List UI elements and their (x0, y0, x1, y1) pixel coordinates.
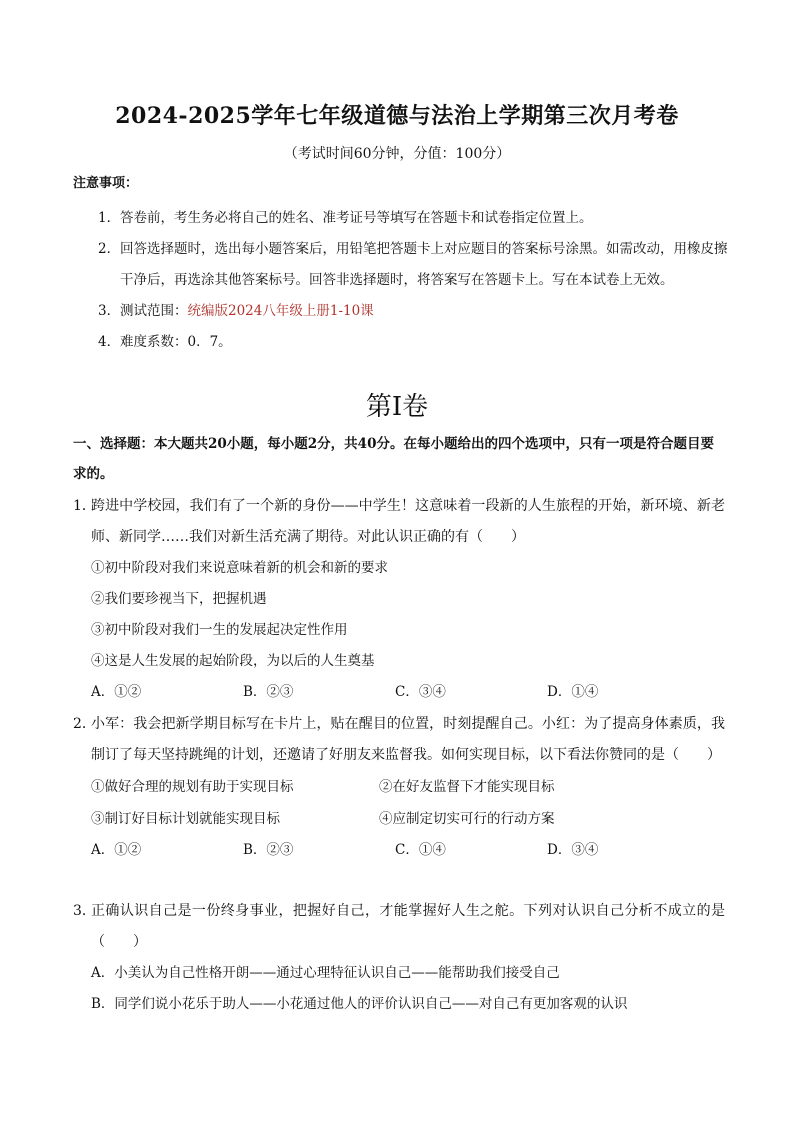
notice-title: 注意事项： (73, 176, 139, 191)
option-c[interactable]: C．①④ (395, 842, 446, 858)
exam-subtitle: （考试时间60分钟，分值：100分） (283, 146, 511, 162)
statement: ④这是人生发展的起始阶段，为以后的人生奠基 (91, 653, 375, 669)
notice-item (98, 234, 728, 296)
notice-item-number: 4． (98, 334, 121, 350)
part-heading: 一、选择题：本大题共20小题，每小题2分，共40分。在每小题给出的四个选项中，只有一项是符合题目要求的。 (73, 436, 714, 482)
test-scope-label: 测试范围： (120, 303, 188, 319)
notice-item-number: 1． (98, 210, 121, 226)
question-stem (73, 491, 725, 553)
statement: ①初中阶段对我们来说意味着新的机会和新的要求 (91, 560, 388, 576)
notice-item (98, 327, 728, 358)
option-a[interactable]: A．①② (91, 684, 142, 700)
option-d[interactable]: D．①④ (547, 684, 599, 700)
question-1 (73, 491, 725, 708)
question-stem (73, 709, 725, 771)
option-a[interactable]: A．小美认为自己性格开朗——通过心理特征认识自己——能帮助我们接受自己 (91, 965, 560, 981)
question-number: 2． (73, 716, 96, 732)
notice-item (98, 203, 728, 234)
notice-item-number: 2． (98, 241, 121, 257)
question-number: 3． (73, 903, 96, 919)
options-row (73, 835, 725, 866)
notice-item-text: 答卷前，考生务必将自己的姓名、准考证号等填写在答题卡和试卷指定位置上。 (120, 210, 593, 226)
statement: ②在好友监督下才能实现目标 (379, 779, 555, 795)
option-c[interactable]: C．③④ (395, 684, 446, 700)
question-number: 1． (73, 498, 96, 514)
notice-item-text (120, 296, 728, 327)
option-a[interactable]: A．①② (91, 842, 142, 858)
question-text: 跨进中学校园，我们有了一个新的身份——中学生！这意味着一段新的人生旅程的开始，新环境、新老师、新同学……我们对新生活充满了期待。对此认识正确的有（ ） (91, 498, 725, 545)
statement: ①做好合理的规划有助于实现目标 (91, 779, 294, 795)
option-b[interactable]: B．②③ (243, 842, 294, 858)
options-row (73, 677, 725, 708)
option-d[interactable]: D．③④ (547, 842, 599, 858)
notice-item-text: 回答选择题时，选出每小题答案后，用铅笔把答题卡上对应题目的答案标号涂黑。如需改动，用橡皮擦干净后，再选涂其他答案标号。回答非选择题时，将答案写在答题卡上。写在本试卷上无效。 (120, 241, 728, 288)
question-text: 正确认识自己是一份终身事业，把握好自己，才能掌握好人生之舵。下列对认识自己分析不成立的是（ ） (91, 903, 725, 950)
question-3 (73, 896, 725, 1020)
statement: ②我们要珍视当下，把握机遇 (91, 591, 267, 607)
exam-title: 2024-2025学年七年级道德与法治上学期第三次月考卷 (115, 103, 679, 129)
question-text: 小军：我会把新学期目标写在卡片上，贴在醒目的位置，时刻提醒自己。小红：为了提高身体素质，我制订了每天坚持跳绳的计划，还邀请了好朋友来监督我。如何实现目标，以下看法你赞同的是（ ） (91, 716, 725, 763)
option-b[interactable]: B．同学们说小花乐于助人——小花通过他人的评价认识自己——对自己有更加客观的认识 (91, 996, 628, 1012)
statement: ④应制定切实可行的行动方案 (379, 811, 555, 827)
statement: ③初中阶段对我们一生的发展起决定性作用 (91, 622, 348, 638)
question-stem (73, 896, 725, 958)
notice-list (98, 203, 728, 358)
question-2 (73, 709, 725, 866)
section-title: 第Ⅰ卷 (365, 392, 429, 422)
notice-item-number: 3． (98, 303, 121, 319)
statement-grid (73, 771, 725, 835)
option-b[interactable]: B．②③ (243, 684, 294, 700)
statement: ③制订好目标计划就能实现目标 (91, 811, 280, 827)
notice-item-text: 难度系数：0．7。 (120, 334, 232, 350)
test-scope-value: 统编版2024八年级上册1-10课 (187, 303, 374, 319)
notice-item (98, 296, 728, 327)
